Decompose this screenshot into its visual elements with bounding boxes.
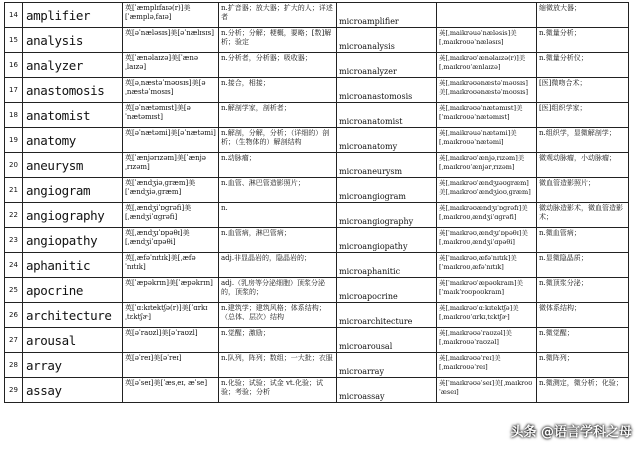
meaning-cell: n.队列，阵列；数组；一大批；衣服 (219, 353, 337, 378)
phonetic-cell: 英[ˈɑ:kɪtektʃə(r)]美[ˈɑrkɪˌtɛktʃɚ] (123, 303, 219, 328)
phonetic-cell: 英[ˈænəlaɪzə]美[ˈænəˌlaɪzə] (123, 53, 219, 78)
phonetic-cell: 英[əˌnæstəˈməʊsɪs]美[əˌnæstəˈmosɪs] (123, 78, 219, 103)
meaning-cell: adj.（乳房等分泌细胞）顶浆分泌的，顶浆的； (219, 278, 337, 303)
row-number: 21 (5, 178, 23, 203)
table-row (5, 303, 629, 328)
micro-meaning-cell: n.微顶浆分泌； (537, 278, 629, 303)
word-cell: array (23, 353, 123, 378)
table-row (5, 253, 629, 278)
micro-phonetic-cell: 英[ˌmaɪkrəʊˈændʒɪəʊɡræm]美[ˌmaɪkroʊˈændʒioʊˌɡræm] (437, 178, 537, 203)
row-number: 24 (5, 253, 23, 278)
word-cell: analyzer (23, 53, 123, 78)
row-number: 28 (5, 353, 23, 378)
micro-word-cell: microangiography (337, 203, 437, 228)
word-cell: arousal (23, 328, 123, 353)
table-row (5, 328, 629, 353)
word-cell: angiogram (23, 178, 123, 203)
table-row (5, 128, 629, 153)
word-cell: analysis (23, 28, 123, 53)
table-row (5, 3, 629, 28)
micro-meaning-cell: n.微量分析仪； (537, 53, 629, 78)
micro-phonetic-cell: 英[ˈmaɪkrəʊəˈseɪ]美[ˌmaɪkroʊˈæseɪ] (437, 378, 537, 403)
table-row (5, 28, 629, 53)
micro-word-cell: microarchitecture (337, 303, 437, 328)
row-number: 14 (5, 3, 23, 28)
row-number: 29 (5, 378, 23, 403)
micro-word-cell: microangiogram (337, 178, 437, 203)
word-cell: angiography (23, 203, 123, 228)
micro-phonetic-cell: 英[ˈmaɪkrəʊˈæpəʊkraɪn]美[ˈmaɪkˈroʊpoʊkraɪn] (437, 278, 537, 303)
micro-word-cell: microanalyzer (337, 53, 437, 78)
table-row (5, 203, 629, 228)
vocabulary-rows (5, 3, 629, 403)
micro-phonetic-cell: 英[ˌmaɪkrəʊənæstəˈməʊsɪs]美[ˌmaɪkroʊənæstəˈmoʊsɪs] (437, 78, 537, 103)
row-number: 18 (5, 103, 23, 128)
row-number: 23 (5, 228, 23, 253)
phonetic-cell: 英[ˌændʒiˈɒɡrəfi]美[ˌændʒiˈɑɡrəfi] (123, 203, 219, 228)
phonetic-cell: 英[əˈraʊzl]美[əˈraʊzl] (123, 328, 219, 353)
meaning-cell: n.建筑学；建筑风格；体系结构；（总体、层次）结构 (219, 303, 337, 328)
micro-word-cell: microanalysis (337, 28, 437, 53)
micro-meaning-cell: 微血管造影照片； (537, 178, 629, 203)
row-number: 15 (5, 28, 23, 53)
micro-phonetic-cell: 英[ˌmaikrəuəˈnæləsis]美[ˌmaɪkroʊəˈnæləsɪs] (437, 28, 537, 53)
micro-word-cell: microamplifier (337, 3, 437, 28)
phonetic-cell: 英[ˈænjərɪzəm]美[ˈænjəˌrɪzəm] (123, 153, 219, 178)
micro-word-cell: microaneurysm (337, 153, 437, 178)
micro-meaning-cell: 微动脉造影术，微血管造影术； (537, 203, 629, 228)
word-cell: anatomist (23, 103, 123, 128)
micro-phonetic-cell: 英[ˌmaɪkrəʊˈɑːkɪtektʃə]美[ˌmaɪkroʊˈɑrkɪˌtɛktʃɚ] (437, 303, 537, 328)
meaning-cell: adj.非显晶岩的，隐晶岩的； (219, 253, 337, 278)
phonetic-cell: 英[əˈseɪ]美[ˈæsˌeɪ, æˈse] (123, 378, 219, 403)
table-row (5, 153, 629, 178)
micro-meaning-cell: 缩微放大器； (537, 3, 629, 28)
row-number: 25 (5, 278, 23, 303)
word-cell: assay (23, 378, 123, 403)
phonetic-cell: 英[ˈæmplɪfaɪə(r)]美[ˈæmpləˌfaɪə] (123, 3, 219, 28)
micro-meaning-cell: n.组织学，显微解剖学； (537, 128, 629, 153)
meaning-cell: n.解剖，分解，分析；（详细的）剖析；（生物体的）解剖结构 (219, 128, 337, 153)
micro-meaning-cell: n.微血管病； (537, 228, 629, 253)
watermark-text: 头条 @语言学科之母 (510, 425, 632, 440)
meaning-cell: n.觉醒；激励； (219, 328, 337, 353)
micro-meaning-cell: n.微测定，微分析；化验； (537, 378, 629, 403)
table-row (5, 378, 629, 403)
meaning-cell: n.血管病，淋巴管病； (219, 228, 337, 253)
micro-word-cell: microaphanitic (337, 253, 437, 278)
meaning-cell: n.分析者，分析器；吸收器； (219, 53, 337, 78)
micro-word-cell: microanatomist (337, 103, 437, 128)
phonetic-cell: 英[əˈnæləsɪs]美[əˈnælɪsɪs] (123, 28, 219, 53)
micro-word-cell: microanastomosis (337, 78, 437, 103)
word-cell: anastomosis (23, 78, 123, 103)
phonetic-cell: 英[ˌændʒɪˈɒpəθɪ]美[ˌændʒiˈɑpəθi] (123, 228, 219, 253)
phonetic-cell: 英[əˈnætəmɪst]美[əˈnætəmɪst] (123, 103, 219, 128)
micro-meaning-cell: n.微阵列； (537, 353, 629, 378)
micro-phonetic-cell (437, 3, 537, 28)
word-cell: angiopathy (23, 228, 123, 253)
micro-phonetic-cell: 英[ˈmaɪkrəʊˌændʒɪˈɒpəθɪ]美[ˌmaɪkroʊˌændʒiˈɑpəθi] (437, 228, 537, 253)
table-row (5, 53, 629, 78)
vocabulary-table (4, 2, 629, 403)
meaning-cell: n.分析；分解；梗概，要略；[数]解析；验定 (219, 28, 337, 53)
micro-word-cell: microarray (337, 353, 437, 378)
micro-meaning-cell: n.微觉醒； (537, 328, 629, 353)
word-cell: anatomy (23, 128, 123, 153)
table-row (5, 103, 629, 128)
micro-phonetic-cell: 英[ˌmaɪkrəʊəˈreɪ]美[ˌmaɪkroʊəˈreɪ] (437, 353, 537, 378)
word-cell: architecture (23, 303, 123, 328)
phonetic-cell: 英[ˈæpəkrɪn]美[ˈæpəkrɪn] (123, 278, 219, 303)
micro-meaning-cell: n.微量分析； (537, 28, 629, 53)
micro-phonetic-cell: 英[ˌmaɪkrəʊændʒɪˈɒɡrəfɪ]美[ˌmaɪkroʊˌændʒiˈɑɡrəfi] (437, 203, 537, 228)
word-cell: amplifier (23, 3, 123, 28)
row-number: 19 (5, 128, 23, 153)
table-row (5, 228, 629, 253)
micro-phonetic-cell: 英[ˈmaɪkrəʊˌæfəˈnɪtɪk]美[ˈmaɪkroʊˌæfəˈnɪtɪk] (437, 253, 537, 278)
meaning-cell: n.化验；试验；试金 vt.化验；试验；考验；分析 (219, 378, 337, 403)
micro-meaning-cell: n.显微隐晶质； (537, 253, 629, 278)
word-cell: aphanitic (23, 253, 123, 278)
meaning-cell: n.接合，相接； (219, 78, 337, 103)
meaning-cell: n. (219, 203, 337, 228)
row-number: 16 (5, 53, 23, 78)
micro-meaning-cell: [医]微吻合术； (537, 78, 629, 103)
row-number: 27 (5, 328, 23, 353)
meaning-cell: n.血管、淋巴管造影照片； (219, 178, 337, 203)
micro-meaning-cell: 微观动脉瘤，小动脉瘤； (537, 153, 629, 178)
word-cell: apocrine (23, 278, 123, 303)
micro-phonetic-cell: 英[ˌmaɪkrəʊəˈnætəmɪst]美[ˈmaɪkroʊəˈnætəmɪst] (437, 103, 537, 128)
phonetic-cell: 英[ˌæfəˈnɪtɪk]美[ˌæfəˈnɪtɪk] (123, 253, 219, 278)
phonetic-cell: 英[əˈreɪ]美[əˈreɪ] (123, 353, 219, 378)
table-row (5, 278, 629, 303)
micro-phonetic-cell: 英[ˌmaɪkrəʊəˈraʊzəl]美[ˌmaɪkroʊəˈraʊzəl] (437, 328, 537, 353)
micro-word-cell: microassay (337, 378, 437, 403)
micro-word-cell: microapocrine (337, 278, 437, 303)
row-number: 17 (5, 78, 23, 103)
table-row (5, 178, 629, 203)
phonetic-cell: 英[əˈnætəmi]美[əˈnætəmi] (123, 128, 219, 153)
micro-phonetic-cell: 英[ˌmaikrəuəˈnætəmi]美[ˌmaɪkroʊəˈnætəmi] (437, 128, 537, 153)
meaning-cell: n.扩音器；放大器；扩大的人；详述者 (219, 3, 337, 28)
meaning-cell: n.动脉瘤； (219, 153, 337, 178)
row-number: 26 (5, 303, 23, 328)
word-cell: aneurysm (23, 153, 123, 178)
micro-phonetic-cell: 英[ˌmaɪkrəʊˈænəlaɪzə(r)]美[ˌmaɪkroʊˈænlaɪzə] (437, 53, 537, 78)
micro-word-cell: microarousal (337, 328, 437, 353)
micro-phonetic-cell: 英[ˌmaɪkrəʊˈænjəˌrɪzəm]美[ˌmaɪkroʊˈænjərˌrɪzəm] (437, 153, 537, 178)
phonetic-cell: 英[ˈændʒiəˌɡræm]美[ˈændʒiəˌɡræm] (123, 178, 219, 203)
micro-meaning-cell: [医]组织学家； (537, 103, 629, 128)
row-number: 20 (5, 153, 23, 178)
table-row (5, 353, 629, 378)
micro-word-cell: microangiopathy (337, 228, 437, 253)
table-row (5, 78, 629, 103)
micro-word-cell: microanatomy (337, 128, 437, 153)
row-number: 22 (5, 203, 23, 228)
micro-meaning-cell: 微体系结构； (537, 303, 629, 328)
meaning-cell: n.解剖学家，剖析者； (219, 103, 337, 128)
